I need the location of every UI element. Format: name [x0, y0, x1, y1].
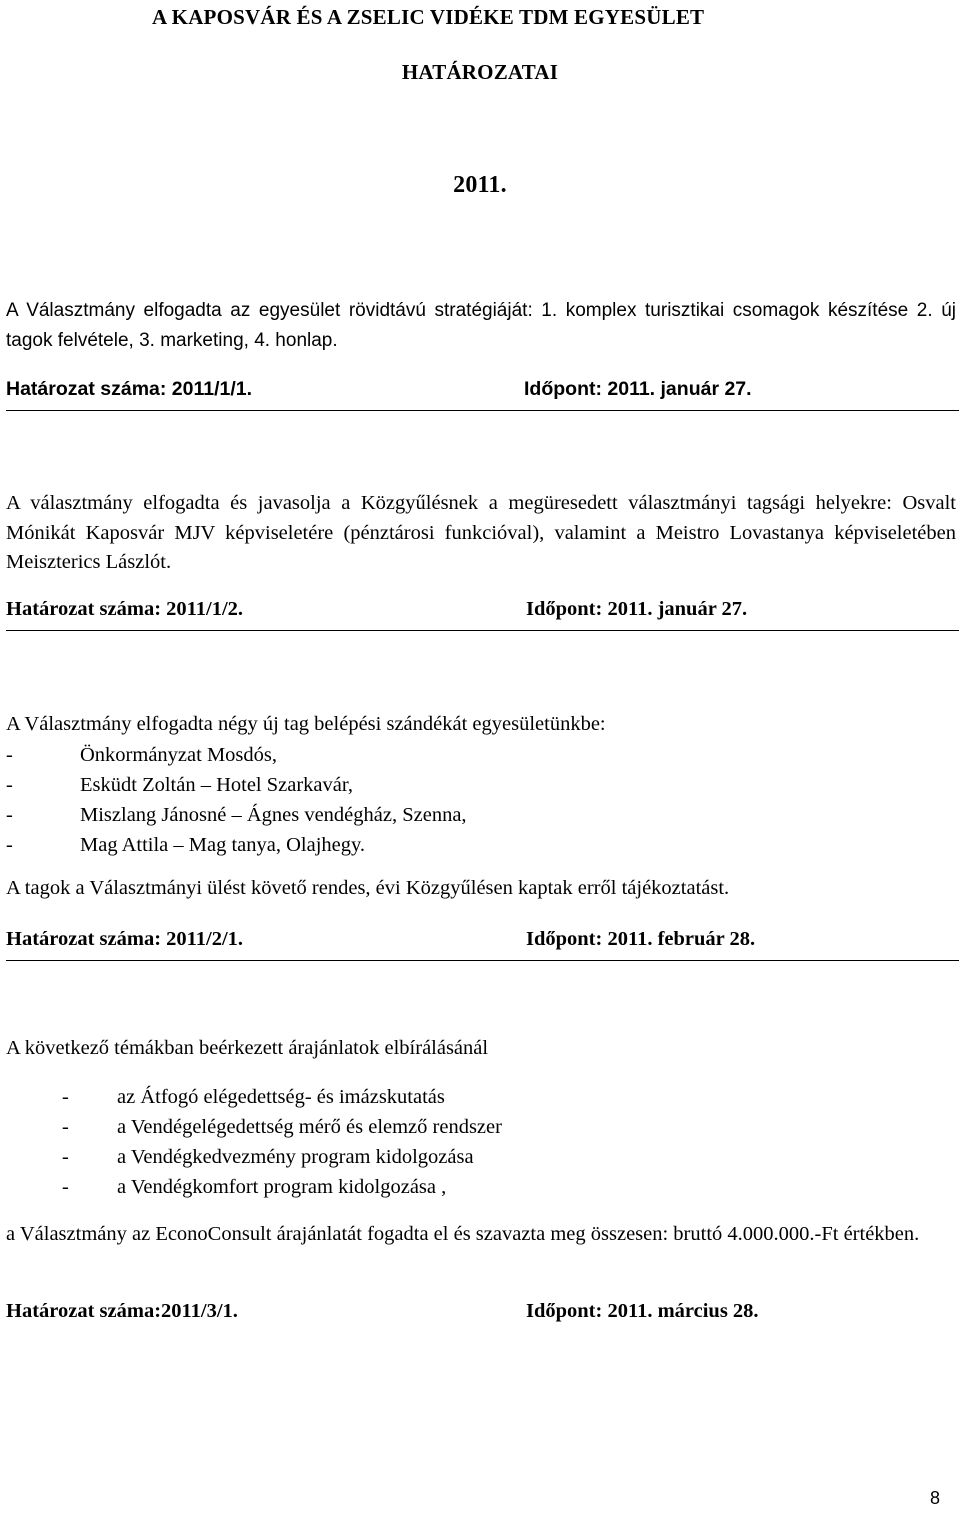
resolution-number: Határozat száma:2011/3/1. [6, 1300, 238, 1322]
list-marker: - [62, 1146, 69, 1168]
list-marker: - [6, 744, 13, 766]
resolution-number: Határozat száma: 2011/1/2. [6, 598, 244, 620]
list-marker: - [6, 804, 13, 826]
list-marker: - [6, 774, 13, 796]
list-item: - Mag Attila – Mag tanya, Olajhegy. [6, 830, 467, 860]
resolution-number: Határozat száma: 2011/1/1. [6, 378, 253, 400]
resolution-number: Határozat száma: 2011/2/1. [6, 928, 244, 950]
document-title: HATÁROZATAI [401, 60, 559, 84]
section-1-text: A Választmány elfogadta az egyesület rövidtávú stratégiáját: 1. komplex turisztikai csomagok készítése 2. új tagok felvétele, 3. marketing, 4. honlap. [6, 300, 956, 351]
resolution-3 [6, 928, 959, 961]
year-heading: 2011. [453, 172, 507, 198]
list-marker: - [6, 834, 13, 856]
new-members-list [6, 740, 467, 860]
section-4-intro: A következő témákban beérkezett árajánlatok elbírálásánál [6, 1037, 489, 1059]
list-item: - a Vendégkomfort program kidolgozása , [6, 1172, 502, 1202]
list-item: - a Vendégkedvezmény program kidolgozása [6, 1142, 502, 1172]
list-item: - Esküdt Zoltán – Hotel Szarkavár, [6, 770, 467, 800]
page-number: 8 [930, 1488, 941, 1508]
list-item: - Miszlang Jánosné – Ágnes vendégház, Szenna, [6, 800, 467, 830]
resolution-date: Időpont: 2011. január 27. [524, 378, 752, 400]
resolution-date: Időpont: 2011. január 27. [526, 598, 748, 620]
section-3-intro: A Választmány elfogadta négy új tag belépési szándékát egyesületünkbe: [6, 713, 606, 735]
resolution-1 [6, 378, 959, 411]
resolution-4 [6, 1300, 959, 1332]
offer-topics-list [6, 1082, 502, 1202]
list-item: - Önkormányzat Mosdós, [6, 740, 467, 770]
list-item: - a Vendégelégedettség mérő és elemző rendszer [6, 1112, 502, 1142]
section-2-text: A választmány elfogadta és javasolja a Közgyűlésnek a megüresedett választmányi tagsági helyekre: Osvalt Mónikát Kaposvár MJV képviseletére (pénztárosi funkcióval), valamint a Meistro Lovastanya képviseletében Meiszterics Lászlót. [6, 492, 956, 573]
list-item: - az Átfogó elégedettség- és imázskutatás [6, 1082, 502, 1112]
organization-title: A KAPOSVÁR ÉS A ZSELIC VIDÉKE TDM EGYESÜLET [152, 5, 705, 29]
section-4-outro: a Választmány az EconoConsult árajánlatát fogadta el és szavazta meg összesen: bruttó 4.000.000.-Ft értékben. [6, 1223, 920, 1245]
list-marker: - [62, 1116, 69, 1138]
section-3-outro: A tagok a Választmányi ülést követő rendes, évi Közgyűlésen kaptak erről tájékoztatást. [6, 877, 730, 899]
list-marker: - [62, 1176, 69, 1198]
resolution-2 [6, 598, 959, 631]
resolution-date: Időpont: 2011. február 28. [526, 928, 756, 950]
list-marker: - [62, 1086, 69, 1108]
resolution-date: Időpont: 2011. március 28. [526, 1300, 759, 1322]
